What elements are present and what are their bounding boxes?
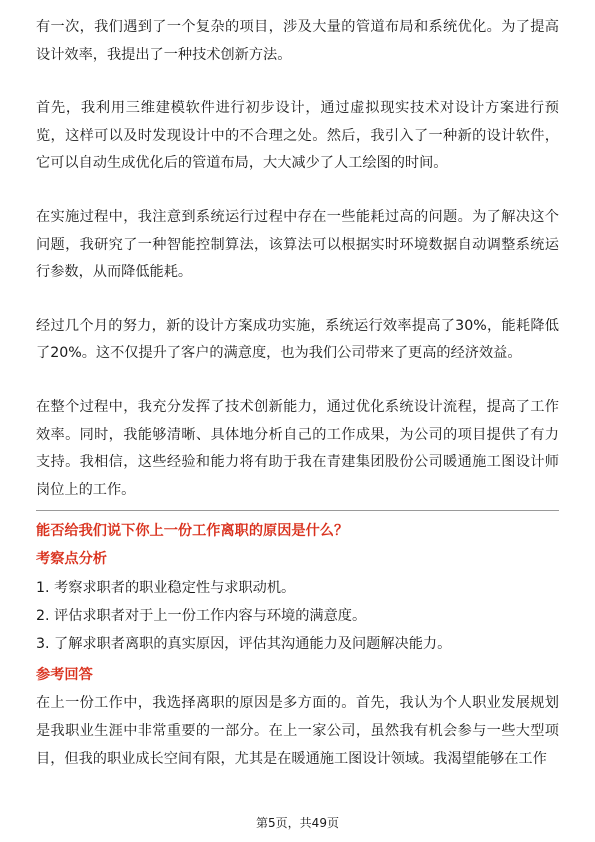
analysis-heading: 考察点分析 — [36, 551, 107, 568]
analysis-point-3: 3. 了解求职者离职的真实原因，评估其沟通能力及问题解决能力。 — [36, 636, 452, 653]
reference-answer-text: 在上一份工作中，我选择离职的原因是多方面的。首先，我认为个人职业发展规划是我职业生涯中非常重要的一部分。在上一家公司，虽然我有机会参与一些大型项目，但我的职业成长空间有限，尤其是在暖通施工图设计领域。我渴望能够在工作 — [36, 695, 559, 767]
body-paragraph-2: 首先，我利用三维建模软件进行初步设计，通过虚拟现实技术对设计方案进行预览，这样可以及时发现设计中的不合理之处。然后，我引入了一种新的设计软件，它可以自动生成优化后的管道布局，大大减少了人工绘图的时间。 — [36, 100, 559, 172]
body-paragraph-1: 有一次，我们遇到了一个复杂的项目，涉及大量的管道布局和系统优化。为了提高设计效率，我提出了一种技术创新方法。 — [36, 19, 559, 63]
reference-answer-heading: 参考回答 — [36, 667, 93, 684]
page-number: 第5页，共49页 — [256, 816, 339, 830]
section-divider — [36, 510, 559, 511]
body-paragraph-4: 经过几个月的努力，新的设计方案成功实施，系统运行效率提高了30%，能耗降低了20%。这不仅提升了客户的满意度，也为我们公司带来了更高的经济效益。 — [36, 317, 559, 362]
body-paragraph-3: 在实施过程中，我注意到系统运行过程中存在一些能耗过高的问题。为了解决这个问题，我研究了一种智能控制算法，该算法可以根据实时环境数据自动调整系统运行参数，从而降低能耗。 — [36, 208, 559, 281]
interview-question: 能否给我们说下你上一份工作离职的原因是什么？ — [36, 523, 349, 540]
analysis-point-1: 1. 考察求职者的职业稳定性与求职动机。 — [36, 580, 296, 597]
analysis-point-2: 2. 评估求职者对于上一份工作内容与环境的满意度。 — [36, 608, 367, 625]
document-page — [36, 14, 559, 773]
analysis-points — [36, 574, 559, 658]
body-paragraph-5: 在整个过程中，我充分发挥了技术创新能力，通过优化系统设计流程，提高了工作效率。同时，我能够清晰、具体地分析自己的工作成果，为公司的项目提供了有力支持。我相信，这些经验和能力将有助于我在青建集团股份公司暖通施工图设计师岗位上的工作。 — [36, 398, 559, 498]
